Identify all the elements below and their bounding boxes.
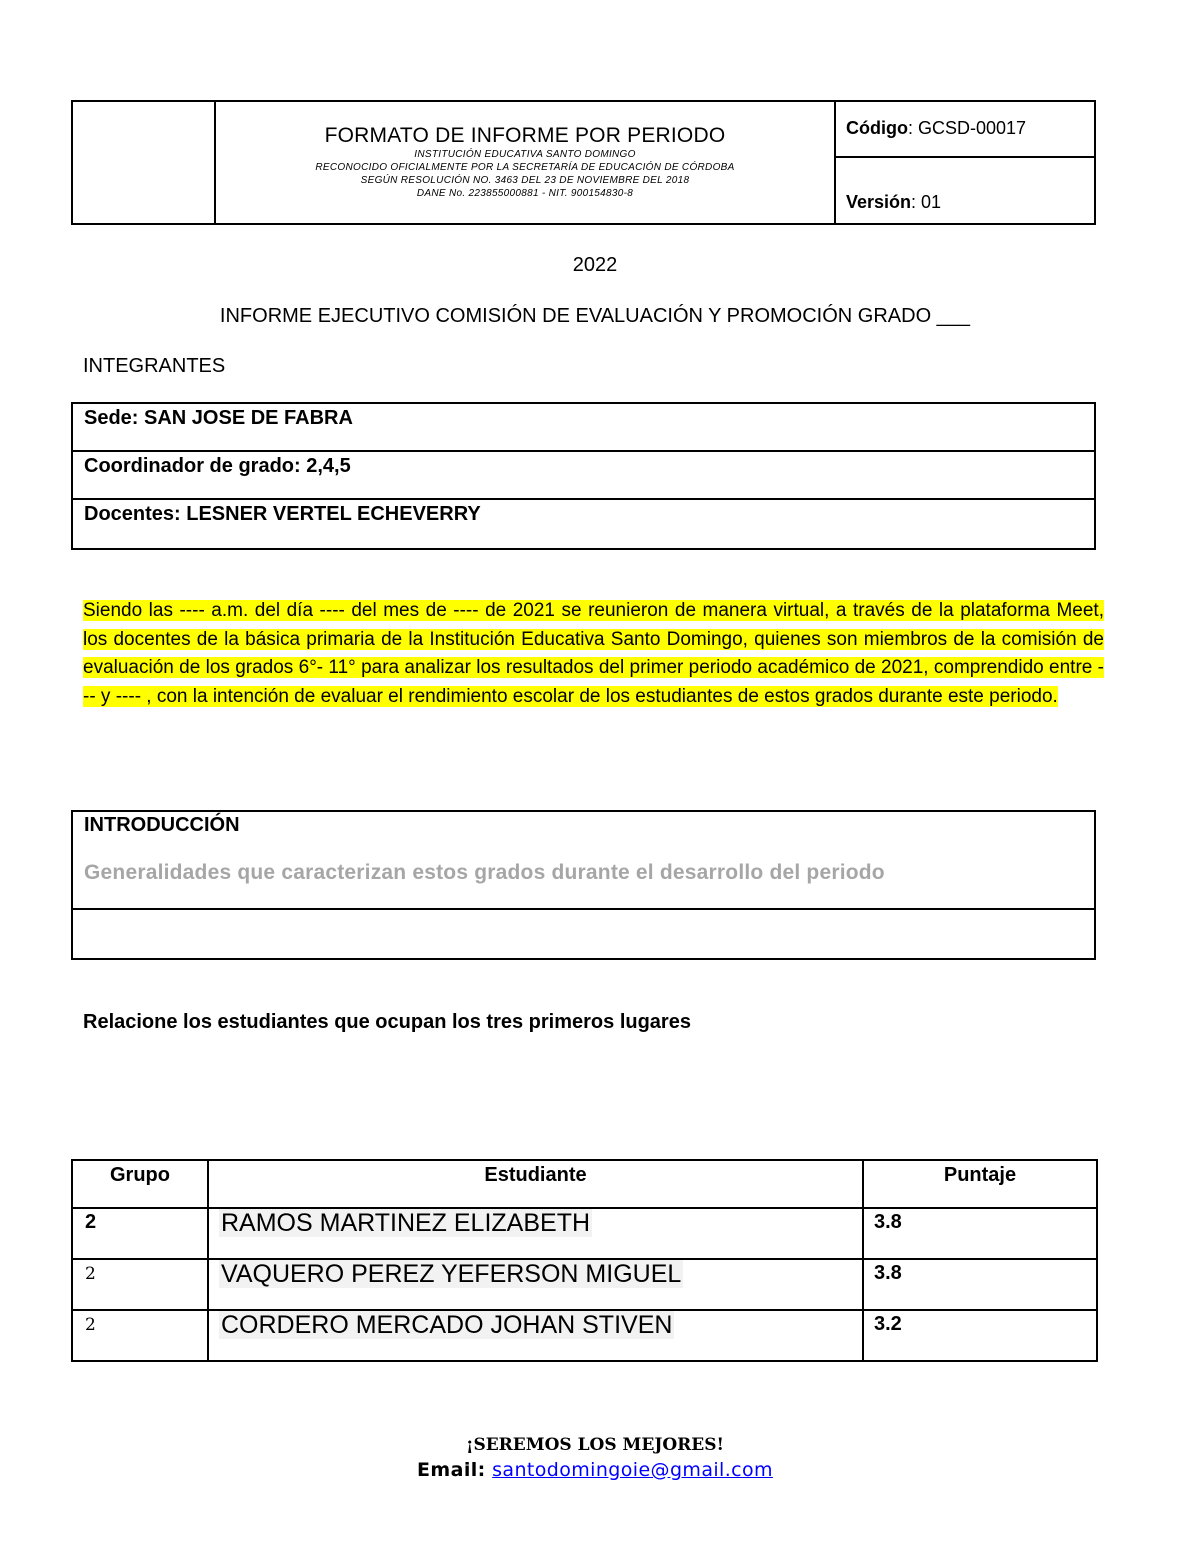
version-label: Versión <box>846 192 912 212</box>
estudiante-cell <box>208 1208 863 1259</box>
meeting-paragraph-text: Siendo las ---- a.m. del día ---- del mes de ---- de 2021 se reunieron de manera virtual, a través de la plataforma Meet, los docentes de la básica primaria de la Institución Educativa Santo Domingo, quienes son miembros de la comisión de evaluación de los grados 6°- 11° para analizar los resultados del primer periodo académico de 2021, comprendido entre --- y ---- , con la intención de evaluar el rendimiento escolar de los estudiantes de estos grados durante este periodo. <box>83 600 1104 707</box>
header-meta-cell <box>836 102 1094 223</box>
students-table <box>71 1159 1098 1362</box>
puntaje-cell: 3.8 <box>863 1208 1097 1259</box>
estudiante-name: CORDERO MERCADO JOHAN STIVEN <box>221 1311 673 1339</box>
footer-email <box>0 1459 1190 1481</box>
sede-row: Sede: SAN JOSE DE FABRA <box>73 404 1094 452</box>
version-field <box>836 158 1094 213</box>
institution-line: INSTITUCIÓN EDUCATIVA SANTO DOMINGO <box>414 149 636 160</box>
students-header-row <box>72 1160 1097 1208</box>
puntaje-cell: 3.8 <box>863 1259 1097 1310</box>
estudiante-name: VAQUERO PEREZ YEFERSON MIGUEL <box>221 1260 682 1288</box>
format-title: FORMATO DE INFORME POR PERIODO <box>324 124 726 147</box>
logo-cell <box>73 102 216 223</box>
introduccion-table <box>71 810 1096 960</box>
year: 2022 <box>572 254 618 276</box>
version-value: : 01 <box>911 192 942 212</box>
integrantes-table <box>71 402 1096 550</box>
relacione-heading: Relacione los estudiantes que ocupan los tres primeros lugares <box>83 1011 691 1033</box>
introduccion-placeholder: Generalidades que caracterizan estos grados durante el desarrollo del periodo <box>84 861 885 884</box>
meeting-paragraph <box>83 597 1104 711</box>
email-label: Email: <box>417 1459 486 1481</box>
introduccion-empty-row <box>73 910 1094 958</box>
document-header <box>71 100 1096 225</box>
grupo-cell: 2 <box>72 1208 208 1259</box>
grupo-cell: 2 <box>72 1259 208 1310</box>
resolution-line: SEGÚN RESOLUCIÓN NO. 3463 DEL 23 DE NOVIEMBRE DEL 2018 <box>360 175 690 186</box>
table-row <box>72 1259 1097 1310</box>
codigo-value: : GCSD-00017 <box>907 118 1027 138</box>
col-grupo: Grupo <box>72 1160 208 1208</box>
email-link[interactable]: santodomingoie@gmail.com <box>492 1459 773 1481</box>
codigo-label: Código <box>846 118 908 138</box>
coordinador-row: Coordinador de grado: 2,4,5 <box>73 452 1094 500</box>
introduccion-row <box>73 812 1094 910</box>
recognition-line: RECONOCIDO OFICIALMENTE POR LA SECRETARÍA DE EDUCACIÓN DE CÓRDOBA <box>315 162 735 173</box>
codigo-field <box>836 102 1094 158</box>
estudiante-name: RAMOS MARTINEZ ELIZABETH <box>221 1209 591 1237</box>
header-title-cell <box>216 102 836 223</box>
estudiante-cell <box>208 1310 863 1361</box>
col-estudiante: Estudiante <box>208 1160 863 1208</box>
col-puntaje: Puntaje <box>863 1160 1097 1208</box>
introduccion-heading: INTRODUCCIÓN <box>84 814 240 836</box>
footer-slogan: ¡SEREMOS LOS MEJORES! <box>465 1435 724 1455</box>
integrantes-heading: INTEGRANTES <box>83 355 226 377</box>
grupo-cell: 2 <box>72 1310 208 1361</box>
estudiante-cell <box>208 1259 863 1310</box>
docentes-row: Docentes: LESNER VERTEL ECHEVERRY <box>84 503 481 525</box>
puntaje-cell: 3.2 <box>863 1310 1097 1361</box>
table-row <box>72 1208 1097 1259</box>
dane-line: DANE No. 223855000881 - NIT. 900154830-8 <box>416 188 634 199</box>
table-row <box>72 1310 1097 1361</box>
report-title: INFORME EJECUTIVO COMISIÓN DE EVALUACIÓN Y PROMOCIÓN GRADO ___ <box>219 305 971 327</box>
